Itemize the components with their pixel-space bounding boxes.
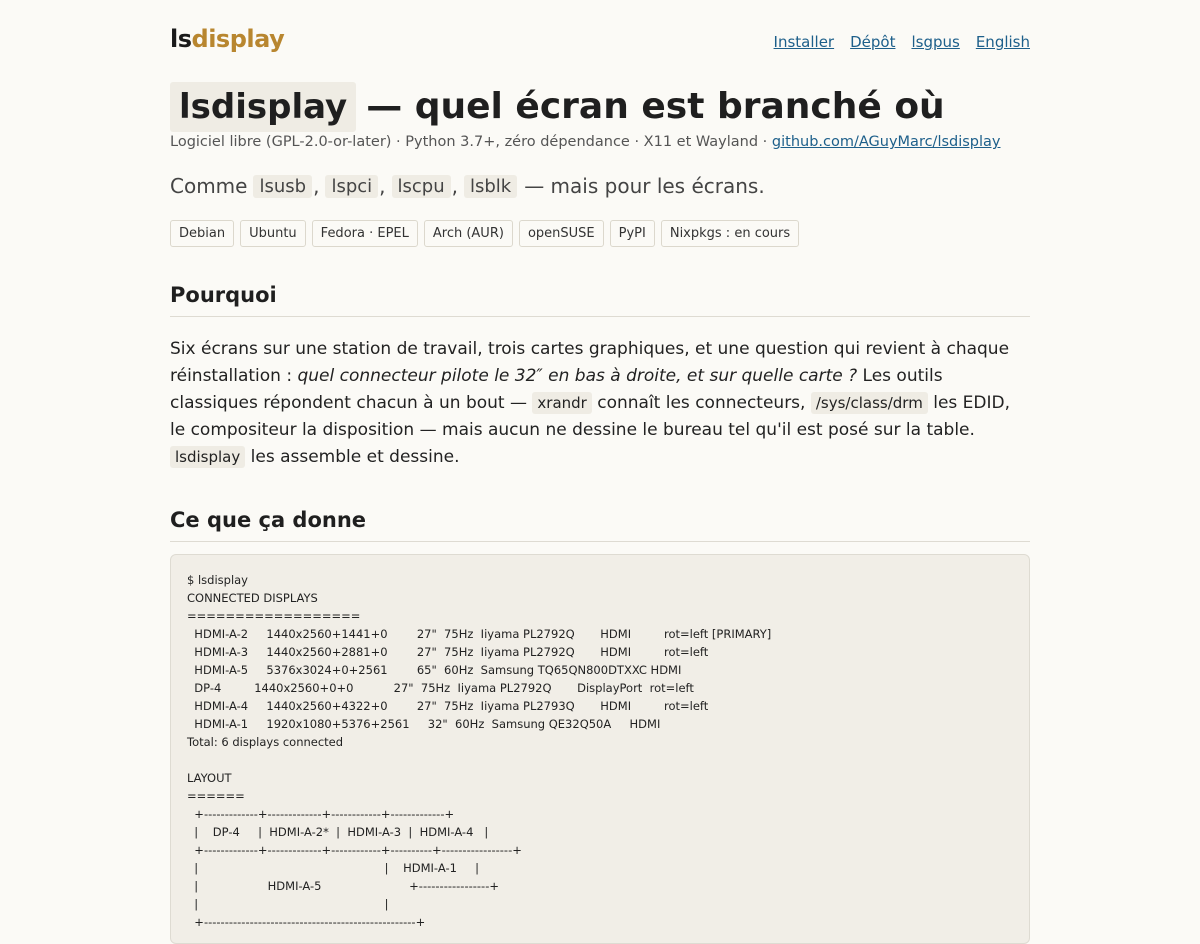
site-logo[interactable]: [170, 25, 284, 53]
code-xrandr: xrandr: [532, 392, 591, 414]
code-lsdisplay: lsdisplay: [170, 446, 245, 468]
site-header: [170, 0, 1030, 65]
code-sys-class-drm: /sys/class/drm: [811, 392, 928, 414]
lede-prefix: Comme: [170, 174, 248, 198]
project-meta: [170, 134, 1030, 150]
lede-tool-lspci: lspci: [325, 175, 378, 198]
section-why: [170, 283, 1030, 471]
badge-fedora: Fedora · EPEL: [312, 220, 418, 247]
top-nav: [774, 25, 1030, 51]
why-text: Les outils classiques répondent chacun à un bout —: [170, 366, 943, 413]
terminal-output: $ lsdisplay CONNECTED DISPLAYS ================== HDMI-A-2 1440x2560+1441+0 27" 75Hz Iiyama PL2792Q HDMI rot=left [PRIMARY] HDMI-A-3 1440x2560+2881+0 27" 75Hz Iiyama PL2792Q HDMI rot=left HDMI-A-5 5376x3024+0+2561 65" 60Hz Samsung TQ65QN800DTXXC HDMI DP-4 1440x2560+0+0 27" 75Hz Iiyama PL2792Q DisplayPort rot=left HDMI-A-4 1440x2560+4322+0 27" 75Hz Iiyama PL2793Q HDMI rot=left HDMI-A-1 1920x1080+5376+2561 32" 60Hz Samsung QE32Q50A HDMI Total: 6 displays connected LAYOUT ====== +-------------+-------------+------------+-------------+ | DP-4 | HDMI-A-2* | HDMI-A-3 | HDMI-A-4 | +-------------+-------------+------------+----------+-----------------+ | | HDMI-A-1 | | HDMI-A-5 +-----------------+ | | +---------------------------------------------------+: [170, 554, 1030, 944]
nav-link-english[interactable]: English: [975, 33, 1030, 51]
nav-link-installer[interactable]: Installer: [773, 33, 835, 51]
badge-nixpkgs: Nixpkgs : en cours: [661, 220, 799, 247]
distro-badges: [170, 220, 1030, 247]
heading-result: Ce que ça donne: [170, 508, 1030, 542]
title-code: lsdisplay: [170, 82, 356, 132]
badge-arch: Arch (AUR): [424, 220, 513, 247]
page-title: [170, 82, 1030, 132]
meta-text: Logiciel libre (GPL-2.0-or-later) · Python 3.7+, zéro dépendance · X11 et Wayland ·: [170, 134, 772, 150]
title-text: — quel écran est branché où: [366, 86, 945, 127]
lede-tool-lscpu: lscpu: [392, 175, 451, 198]
nav-link-lsgpus[interactable]: lsgpus: [911, 33, 960, 51]
nav-link-depot[interactable]: Dépôt: [850, 33, 896, 51]
why-text: les assemble et dessine.: [245, 447, 460, 467]
why-paragraph: [170, 336, 1030, 471]
why-text: connaît les connecteurs,: [591, 393, 811, 413]
lede-tool-lsblk: lsblk: [464, 175, 517, 198]
why-text: les EDID, le compositeur la disposition — mais aucun ne dessine le bureau tel qu'il est posé sur la table.: [170, 393, 1010, 440]
section-result: [170, 508, 1030, 944]
badge-opensuse: openSUSE: [519, 220, 604, 247]
badge-ubuntu: Ubuntu: [240, 220, 306, 247]
lede: Comme lsusb , lspci , lscpu , lsblk — mais pour les écrans.: [170, 174, 765, 198]
badge-debian: Debian: [170, 220, 234, 247]
badge-pypi: PyPI: [610, 220, 655, 247]
github-link[interactable]: github.com/AGuyMarc/lsdisplay: [771, 134, 1001, 150]
lede-tool-lsusb: lsusb: [253, 175, 312, 198]
why-text: Six écrans sur une station de travail, trois cartes graphiques, et une question qui revient à chaque réinstallation :: [170, 339, 1010, 386]
why-question: quel connecteur pilote le 32″ en bas à droite, et sur quelle carte ?: [297, 366, 858, 386]
heading-why: Pourquoi: [170, 283, 1030, 317]
logo-part-ls: ls: [170, 25, 192, 53]
logo-part-display: display: [191, 25, 285, 53]
lede-suffix: — mais pour les écrans.: [524, 174, 765, 198]
